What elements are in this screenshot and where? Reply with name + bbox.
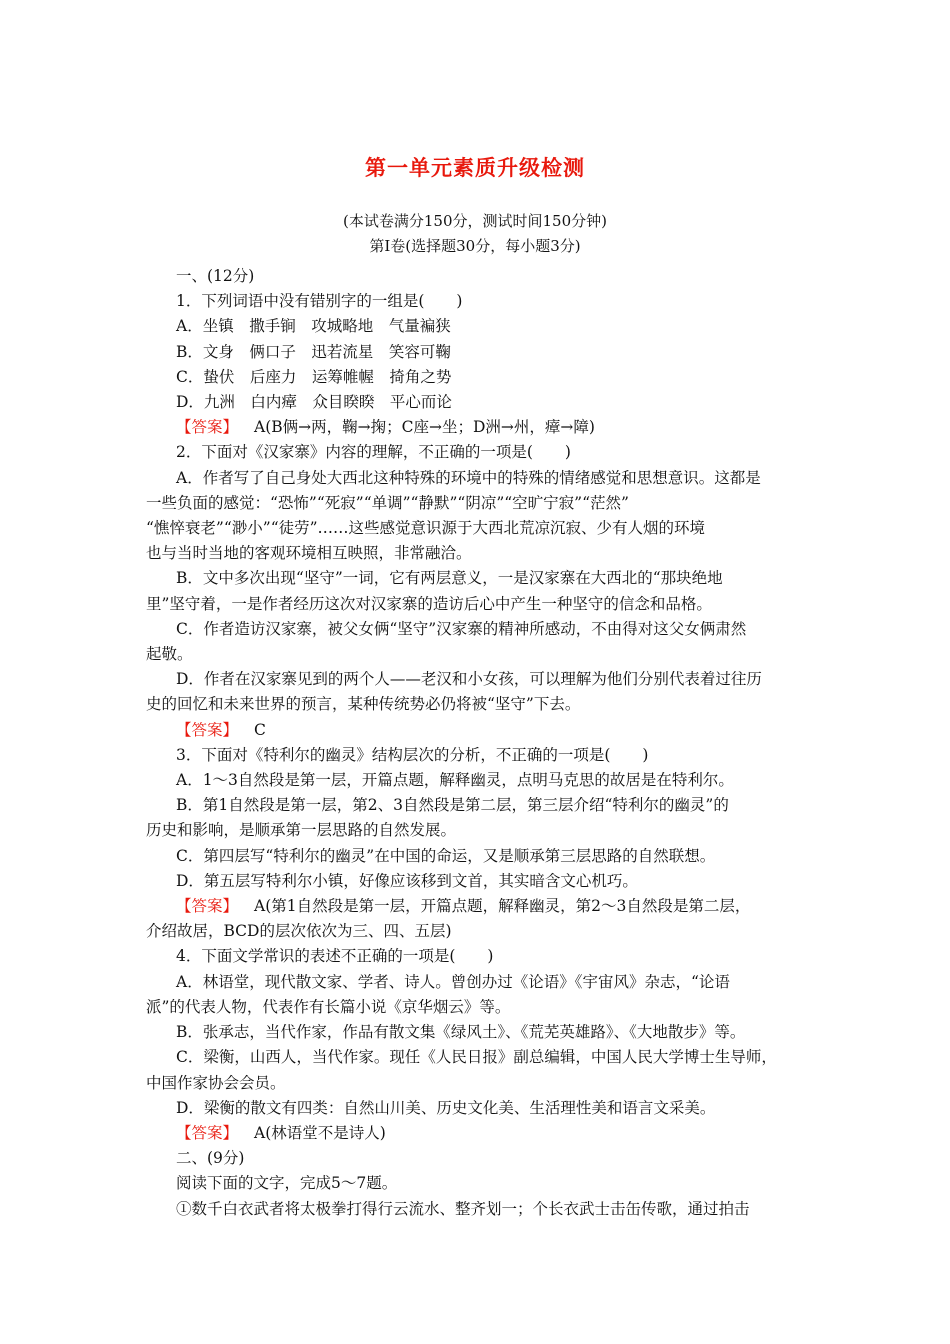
answer-4: 【答案】 A(林语堂不是诗人)	[176, 1123, 386, 1142]
question-2: 2．下面对《汉家寨》内容的理解，不正确的一项是( )	[176, 443, 571, 462]
section-heading: 一、(12分)	[176, 267, 255, 285]
option-c-cont: 中国作家协会会员。	[146, 1073, 286, 1092]
option-c: C．作者造访汉家寨，被父女俩“坚守”汉家寨的精神所感动，不由得对这父女俩肃然	[176, 619, 747, 638]
option-a: A．1～3自然段是第一层，开篇点题，解释幽灵，点明马克思的故居是在特利尔。	[176, 771, 734, 790]
option-d: D．作者在汉家寨见到的两个人——老汉和小女孩，可以理解为他们分别代表着过往历	[176, 670, 762, 689]
question-1: 1．下列词语中没有错别字的一组是( )	[176, 292, 463, 311]
answer-tag: 【答案】	[176, 1123, 239, 1142]
option-d: D．九洲 白内瘴 众目睽睽 平心而论	[176, 393, 452, 412]
question-3: 3．下面对《特利尔的幽灵》结构层次的分析，不正确的一项是( )	[176, 745, 649, 764]
answer-3: 【答案】 A(第1自然段是第一层，开篇点题，解释幽灵，第2～3自然段是第二层，	[176, 897, 751, 916]
answer-tag: 【答案】	[176, 418, 239, 437]
option-b: B．张承志，当代作家，作品有散文集《绿风土》、《荒芜英雄路》、《大地散步》等。	[176, 1023, 746, 1042]
option-c-cont: 起敬。	[146, 645, 193, 664]
option-a: A．作者写了自己身处大西北这种特殊的环境中的特殊的情绪感觉和思想意识。这都是	[176, 468, 761, 487]
answer-tag: 【答案】	[176, 720, 239, 739]
option-b: B．文中多次出现“坚守”一词，它有两层意义，一是汉家寨在大西北的“那块绝地	[176, 569, 723, 588]
page-title: 第一单元素质升级检测	[365, 156, 585, 180]
option-b: B．文身 俩口子 迅若流星 笑容可鞠	[176, 342, 451, 361]
option-a-cont: 派”的代表人物，代表作有长篇小说《京华烟云》等。	[146, 997, 511, 1016]
section-header: 第Ⅰ卷(选择题30分，每小题3分)	[369, 237, 581, 255]
option-a: A．林语堂，现代散文家、学者、诗人。曾创办过《论语》《宇宙风》杂志，“论语	[176, 972, 730, 991]
answer-tag: 【答案】	[176, 897, 239, 916]
option-a: A．坐镇 撒手锏 攻城略地 气量褊狭	[176, 317, 451, 336]
question-4: 4．下面文学常识的表述不正确的一项是( )	[176, 947, 494, 966]
option-b: B．第1自然段是第一层，第2、3自然段是第二层，第三层介绍“特利尔的幽灵”的	[176, 796, 729, 815]
option-c: C．梁衡，山西人，当代作家。现任《人民日报》副总编辑，中国人民大学博士生导师，	[176, 1048, 777, 1067]
option-c: C．蛰伏 后座力 运筹帷幄 掎角之势	[176, 367, 452, 386]
reading-instruction: 阅读下面的文字，完成5～7题。	[176, 1174, 398, 1193]
option-a-cont: 一些负面的感觉：“恐怖”“死寂”“单调”“静默”“阴凉”“空旷宁寂”“茫然”	[146, 493, 629, 512]
option-c: C．第四层写“特利尔的幽灵”在中国的命运，又是顺承第三层思路的自然联想。	[176, 846, 716, 865]
answer-2: 【答案】 C	[176, 720, 266, 739]
option-a-cont: “憔悴衰老”“渺小”“徒劳”……这些感觉意识源于大西北荒凉沉寂、少有人烟的环境	[146, 519, 706, 538]
option-a-cont: 也与当时当地的客观环境相互映照，非常融洽。	[146, 544, 472, 563]
section-heading: 二、(9分)	[176, 1149, 245, 1168]
answer-1: 【答案】 A(B俩→两，鞠→掬；C座→坐；D洲→州，瘴→障)	[176, 418, 595, 437]
option-b-cont: 历史和影响，是顺承第一层思路的自然发展。	[146, 821, 457, 840]
exam-info: (本试卷满分150分，测试时间150分钟)	[343, 212, 607, 230]
option-d: D．梁衡的散文有四类：自然山川美、历史文化美、生活理性美和语言文采美。	[176, 1098, 716, 1117]
option-b-cont: 里”坚守着，一是作者经历这次对汉家寨的造访后心中产生一种坚守的信念和品格。	[146, 594, 712, 613]
option-d: D．第五层写特利尔小镇，好像应该移到文首，其实暗含文心机巧。	[176, 871, 638, 890]
document-body	[146, 264, 810, 1222]
option-d-cont: 史的回忆和未来世界的预言，某种传统势必仍将被“坚守”下去。	[146, 695, 581, 714]
answer-3-cont: 介绍故居，BCD的层次依次为三、四、五层)	[146, 922, 452, 941]
passage-paragraph: ①数千白衣武者将太极拳打得行云流水、整齐划一；个长衣武士击缶传歌，通过拍击	[176, 1199, 750, 1218]
